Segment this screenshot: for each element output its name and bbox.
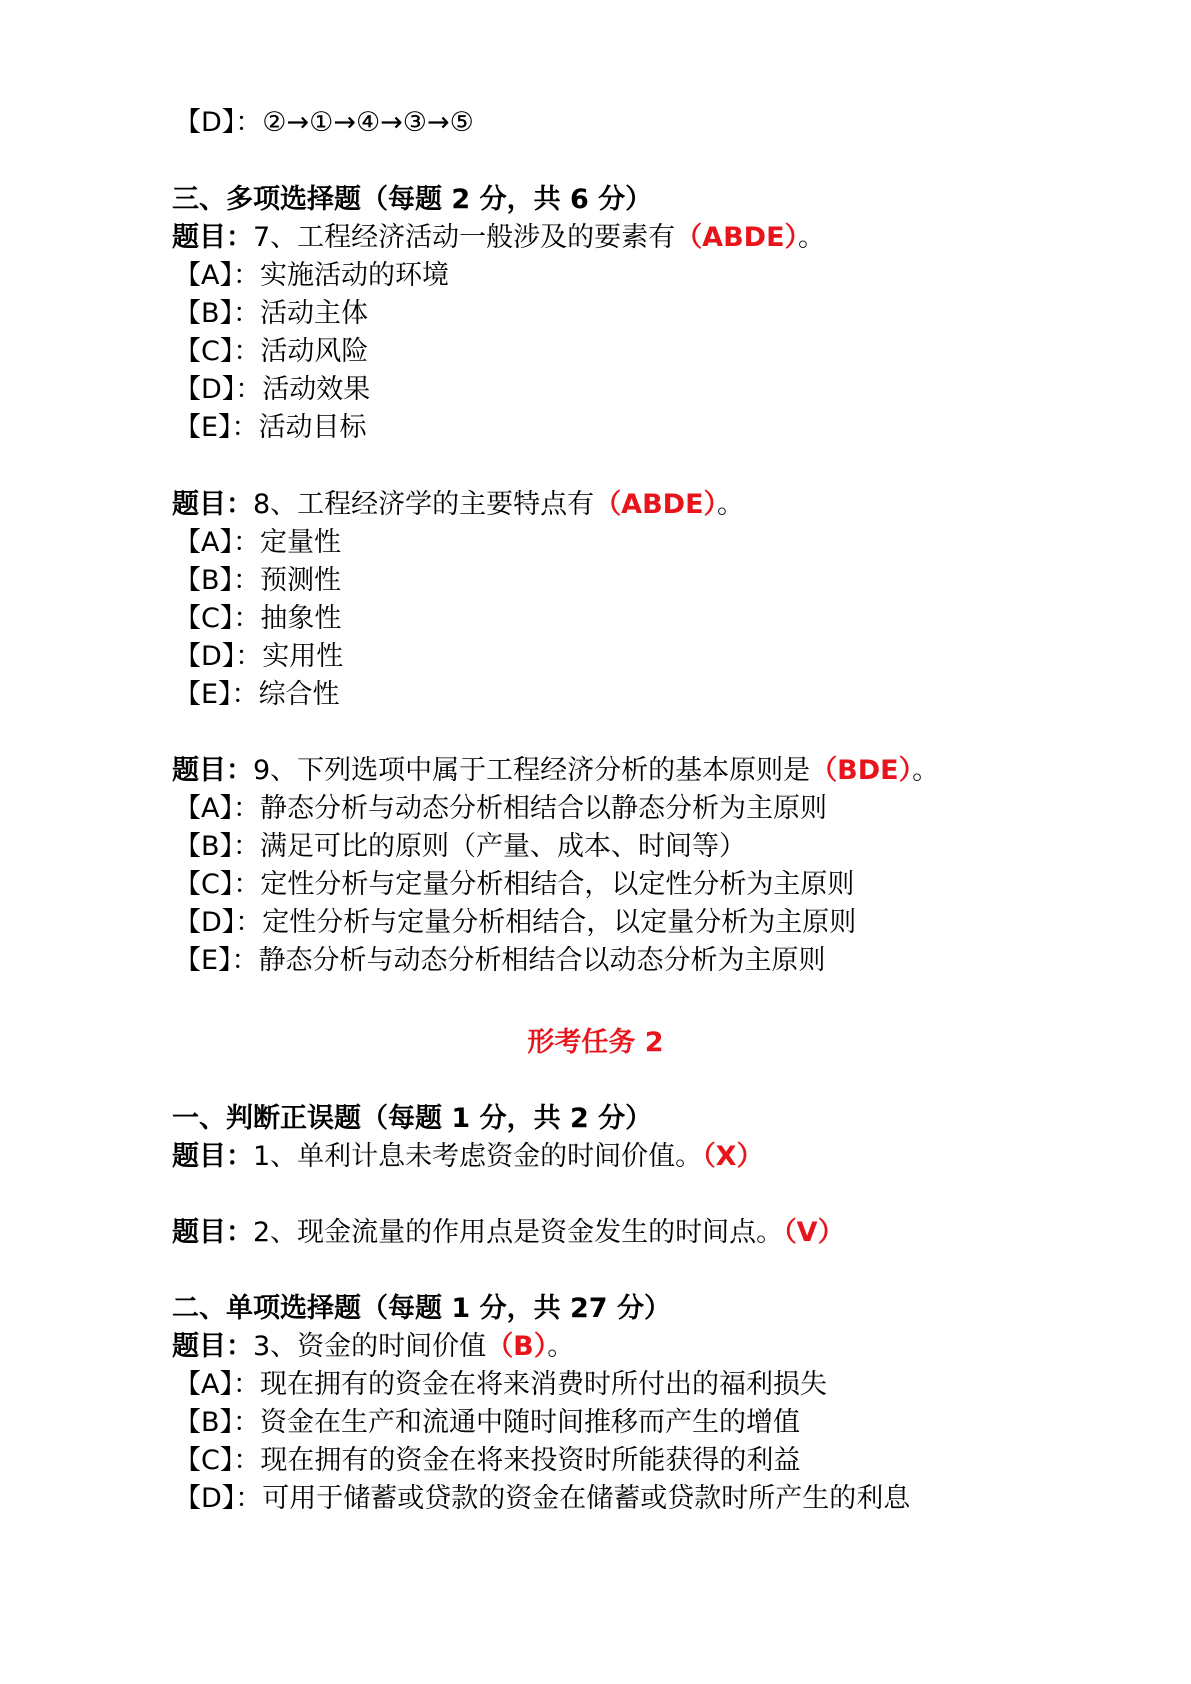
option-label: 【D】： <box>174 107 263 138</box>
option-label: 【E】： <box>174 945 259 976</box>
question-end: 。 <box>912 755 940 786</box>
option-c <box>174 600 341 638</box>
option-d <box>174 638 343 676</box>
prev-option-d <box>174 104 474 142</box>
question-3 <box>172 1328 574 1366</box>
option-d <box>174 371 370 409</box>
question-text: 2、现金流量的作用点是资金发生的时间点。 <box>253 1217 784 1248</box>
question-text: 1、单利计息未考虑资金的时间价值。 <box>253 1141 703 1172</box>
option-label: 【D】： <box>174 907 263 938</box>
option-b <box>174 562 341 600</box>
question-end: 。 <box>547 1331 575 1362</box>
option-text: 定性分析与定量分析相结合，以定性分析为主原则 <box>260 869 855 900</box>
option-label: 【D】： <box>174 641 263 672</box>
answer-key: （ABDE） <box>675 222 799 253</box>
answer-key: （ABDE） <box>594 489 718 520</box>
section-heading-single-choice: 二、单项选择题（每题 1 分，共 27 分） <box>172 1293 671 1324</box>
option-text: 定量性 <box>259 527 341 558</box>
answer-key: （V） <box>783 1217 845 1248</box>
option-label: 【B】： <box>174 1407 261 1438</box>
option-text: 活动主体 <box>260 298 369 329</box>
question-prefix: 题目： <box>172 1331 253 1362</box>
option-b <box>174 1404 800 1442</box>
option-text: 活动效果 <box>262 374 371 405</box>
option-text: 资金在生产和流通中随时间推移而产生的增值 <box>260 1407 801 1438</box>
question-prefix: 题目： <box>172 755 253 786</box>
question-9 <box>172 752 939 790</box>
option-label: 【B】： <box>174 298 261 329</box>
option-b <box>174 295 368 333</box>
option-text: 现在拥有的资金在将来投资时所能获得的利益 <box>260 1445 801 1476</box>
option-c <box>174 333 368 371</box>
option-label: 【B】： <box>174 565 261 596</box>
option-a <box>174 790 827 828</box>
option-text: 抽象性 <box>260 603 342 634</box>
question-prefix: 题目： <box>172 1217 253 1248</box>
option-e <box>174 676 340 714</box>
question-text: 9、下列选项中属于工程经济分析的基本原则是 <box>253 755 811 786</box>
answer-key: （BDE） <box>810 755 913 786</box>
question-prefix: 题目： <box>172 489 253 520</box>
option-label: 【D】： <box>174 1483 263 1514</box>
option-text: 现在拥有的资金在将来消费时所付出的福利损失 <box>259 1369 827 1400</box>
question-2 <box>172 1214 845 1252</box>
option-a <box>174 524 341 562</box>
option-label: 【A】： <box>174 1369 260 1400</box>
option-label: 【D】： <box>174 374 263 405</box>
question-text: 8、工程经济学的主要特点有 <box>253 489 595 520</box>
section-heading-multi-choice: 三、多项选择题（每题 2 分，共 6 分） <box>172 184 653 215</box>
option-e <box>174 942 826 980</box>
option-c <box>174 866 854 904</box>
option-b <box>174 828 746 866</box>
option-text: 可用于储蓄或贷款的资金在储蓄或贷款时所产生的利息 <box>262 1483 911 1514</box>
option-text: 静态分析与动态分析相结合以动态分析为主原则 <box>258 945 826 976</box>
question-prefix: 题目： <box>172 222 253 253</box>
question-end: 。 <box>798 222 826 253</box>
section-heading-judge: 一、判断正误题（每题 1 分，共 2 分） <box>172 1103 653 1134</box>
option-d <box>174 1480 910 1518</box>
option-text: 综合性 <box>258 679 340 710</box>
option-c <box>174 1442 800 1480</box>
option-text: 实施活动的环境 <box>259 260 449 291</box>
option-text: ②→①→④→③→⑤ <box>262 107 474 138</box>
option-label: 【C】： <box>174 336 261 367</box>
option-d <box>174 904 856 942</box>
option-label: 【A】： <box>174 260 260 291</box>
option-label: 【C】： <box>174 1445 261 1476</box>
answer-key: （B） <box>486 1331 548 1362</box>
question-8 <box>172 486 744 524</box>
option-text: 活动风险 <box>260 336 369 367</box>
answer-key: （X） <box>702 1141 764 1172</box>
option-text: 静态分析与动态分析相结合以静态分析为主原则 <box>259 793 827 824</box>
question-1 <box>172 1138 764 1176</box>
option-label: 【C】： <box>174 603 261 634</box>
option-a <box>174 257 449 295</box>
question-7 <box>172 219 825 257</box>
option-text: 实用性 <box>262 641 344 672</box>
option-label: 【E】： <box>174 412 259 443</box>
question-text: 7、工程经济活动一般涉及的要素有 <box>253 222 676 253</box>
option-label: 【B】： <box>174 831 261 862</box>
option-label: 【C】： <box>174 869 261 900</box>
option-e <box>174 409 367 447</box>
option-label: 【A】： <box>174 527 260 558</box>
question-text: 3、资金的时间价值 <box>253 1331 487 1362</box>
option-text: 定性分析与定量分析相结合，以定量分析为主原则 <box>262 907 857 938</box>
option-label: 【A】： <box>174 793 260 824</box>
option-label: 【E】： <box>174 679 259 710</box>
question-end: 。 <box>717 489 745 520</box>
option-text: 预测性 <box>260 565 342 596</box>
option-a <box>174 1366 827 1404</box>
task-title: 形考任务 2 <box>527 1027 664 1058</box>
option-text: 活动目标 <box>258 412 367 443</box>
question-prefix: 题目： <box>172 1141 253 1172</box>
option-text: 满足可比的原则（产量、成本、时间等） <box>260 831 747 862</box>
